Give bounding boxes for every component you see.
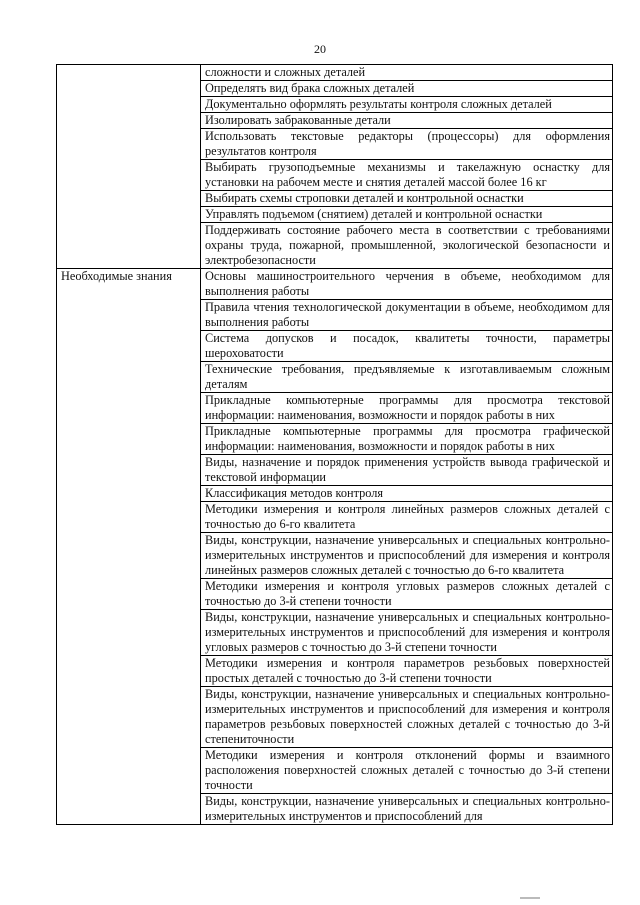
requirement-item: Прикладные компьютерные программы для просмотра графической информации: наименования, возможности и порядок работы в них (201, 424, 613, 455)
requirement-item: Виды, конструкции, назначение универсальных и специальных контрольно-измерительных инструментов и приспособлений для измерения и контроля угловых размеров с точностью до 3-й степени точности (201, 610, 613, 656)
requirement-item: Виды, конструкции, назначение универсальных и специальных контрольно-измерительных инструментов и приспособлений для (201, 794, 613, 825)
requirement-item: Использовать текстовые редакторы (процессоры) для оформления результатов контроля (201, 129, 613, 160)
requirements-table (56, 64, 613, 825)
requirement-item: Управлять подъемом (снятием) деталей и контрольной оснастки (201, 207, 613, 223)
table-row (57, 269, 613, 300)
requirement-item: Прикладные компьютерные программы для просмотра текстовой информации: наименования, возможности и порядок работы в них (201, 393, 613, 424)
requirement-item: Технические требования, предъявляемые к изготавливаемым сложным деталям (201, 362, 613, 393)
requirement-item: Правила чтения технологической документации в объеме, необходимом для выполнения работы (201, 300, 613, 331)
row-category-label (57, 65, 201, 269)
page-number: 20 (314, 42, 326, 56)
requirement-item: Изолировать забракованные детали (201, 113, 613, 129)
requirement-item: Основы машиностроительного черчения в объеме, необходимом для выполнения работы (201, 269, 613, 300)
requirement-item: Методики измерения и контроля линейных размеров сложных деталей с точностью до 6-го квалитета (201, 502, 613, 533)
requirement-item: Классификация методов контроля (201, 486, 613, 502)
requirement-item: Методики измерения и контроля угловых размеров сложных деталей с точностью до 3-й степени точности (201, 579, 613, 610)
requirement-item: Документально оформлять результаты контроля сложных деталей (201, 97, 613, 113)
requirement-item: Определять вид брака сложных деталей (201, 81, 613, 97)
requirement-item: Методики измерения и контроля отклонений формы и взаимного расположения поверхностей сложных деталей с точностью до 3-й степени точности (201, 748, 613, 794)
table-row (57, 65, 613, 81)
requirement-item: Виды, конструкции, назначение универсальных и специальных контрольно-измерительных инструментов и приспособлений для измерения и контроля линейных размеров сложных деталей с точностью до 6-го квалитета (201, 533, 613, 579)
requirement-item: Виды, назначение и порядок применения устройств вывода графической и текстовой информации (201, 455, 613, 486)
row-category-label: Необходимые знания (57, 269, 201, 825)
scan-mark (520, 897, 540, 899)
requirements-table-body (57, 65, 613, 825)
requirement-item: Выбирать грузоподъемные механизмы и такелажную оснастку для установки на рабочем месте и снятия деталей массой более 16 кг (201, 160, 613, 191)
requirement-item: Методики измерения и контроля параметров резьбовых поверхностей простых деталей с точностью до 3-й степени точности (201, 656, 613, 687)
requirement-item: Поддерживать состояние рабочего места в соответствии с требованиями охраны труда, пожарной, промышленной, экологической безопасности и электробезопасности (201, 223, 613, 269)
requirement-item: Виды, конструкции, назначение универсальных и специальных контрольно-измерительных инструментов и приспособлений для измерения и контроля параметров резьбовых поверхностей сложных деталей с точностью до 3-й степениточности (201, 687, 613, 748)
requirement-item: Система допусков и посадок, квалитеты точности, параметры шероховатости (201, 331, 613, 362)
requirement-item: сложности и сложных деталей (201, 65, 613, 81)
requirement-item: Выбирать схемы строповки деталей и контрольной оснастки (201, 191, 613, 207)
